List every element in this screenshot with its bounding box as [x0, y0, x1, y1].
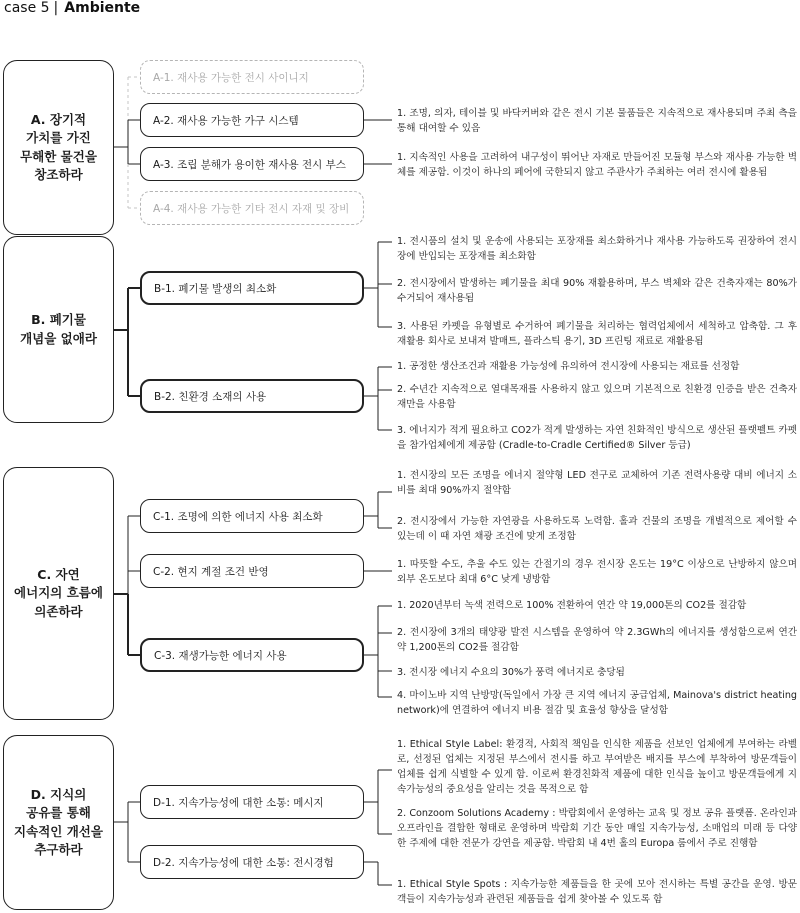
item-b2: B-2. 친환경 소재의 사용 — [140, 379, 364, 413]
item-a2: A-2. 재사용 가능한 가구 시스템 — [140, 103, 364, 137]
desc-d1-2: 2. Conzoom Solutions Academy : 박람회에서 운영하는 교육 및 정보 공유 플랫폼. 온라인과 오프라인을 결합한 형태로 운영하며 박람회 기간 동안 매일 지속가능성, 소매업의 미래 등 다양한 주제에 대한 전문가 강연을 제공함. 박람회 내 4번 홀의 Europa 룸에서 주로 진행함 — [397, 808, 797, 849]
item-a3: A-3. 조립 분해가 용이한 재사용 전시 부스 — [140, 147, 364, 181]
case-label: case 5 — [4, 0, 50, 16]
desc-b2-3: 3. 에너지가 적게 필요하고 CO2가 적게 발생하는 자연 친화적인 방식으로 생산된 플랫펠트 카펫을 참가업체에게 제공함 (Cradle-to-Cradle Certified® Silver 등급) — [397, 425, 797, 451]
item-c1: C-1. 조명에 의한 에너지 사용 최소화 — [140, 499, 364, 533]
item-a4: A-4. 재사용 가능한 기타 전시 자재 및 장비 — [140, 191, 364, 225]
desc-b1-3: 3. 사용된 카펫을 유형별로 수거하여 폐기물을 처리하는 협력업체에서 세척하고 압축함. 그 후 재활용 회사로 보내져 발매트, 플라스틱 용기, 3D 프린팅 재료로 재활용됨 — [397, 321, 797, 347]
desc-b2-1: 1. 공정한 생산조건과 재활용 가능성에 유의하여 전시장에 사용되는 재료를 선정함 — [397, 361, 740, 372]
desc-a3-1: 1. 지속적인 사용을 고려하여 내구성이 뛰어난 자재로 만들어진 모듈형 부스와 재사용 가능한 벽체를 제공함. 이것이 하나의 페어에 국한되지 않고 주관사가 주최하는 여러 전시에 활용됨 — [397, 152, 797, 178]
desc-c3-1: 1. 2020년부터 녹색 전력으로 100% 전환하여 연간 약 19,000톤의 CO2를 절감함 — [397, 600, 747, 611]
item-d1: D-1. 지속가능성에 대한 소통: 메시지 — [140, 785, 364, 819]
desc-c3-4: 4. 마이노바 지역 난방망(독일에서 가장 큰 지역 에너지 공급업체, Mainova's district heating network)에 연결하여 에너지 비용 절감 및 효율성 향상을 달성함 — [397, 690, 797, 716]
desc-b2-2: 2. 수년간 지속적으로 열대목재를 사용하지 않고 있으며 기본적으로 친환경 인증을 받은 건축자재만을 사용함 — [397, 384, 797, 410]
item-c2: C-2. 현지 계절 조건 반영 — [140, 554, 364, 588]
item-d2: D-2. 지속가능성에 대한 소통: 전시경험 — [140, 845, 364, 879]
item-b1: B-1. 폐기물 발생의 최소화 — [140, 271, 364, 305]
desc-c1-1: 1. 전시장의 모든 조명을 에너지 절약형 LED 전구로 교체하여 기존 전력사용량 대비 에너지 소비를 최대 90%까지 절약함 — [397, 470, 797, 496]
item-c3: C-3. 재생가능한 에너지 사용 — [140, 638, 364, 672]
desc-c2-1: 1. 따뜻할 수도, 추울 수도 있는 간절기의 경우 전시장 온도는 19°C 이상으로 난방하지 않으며 외부 온도보다 최대 6°C 낮게 냉방함 — [397, 559, 797, 585]
category-b-box: B. 폐기물 개념을 없애라 — [3, 236, 114, 423]
desc-b1-1: 1. 전시품의 설치 및 운송에 사용되는 포장재를 최소화하거나 재사용 가능하도록 권장하여 전시장에 반입되는 포장재를 최소화함 — [397, 236, 797, 262]
desc-b1-2: 2. 전시장에서 발생하는 폐기물을 최대 90% 재활용하며, 부스 벽체와 같은 건축자재는 80%가 수거되어 재사용됨 — [397, 278, 797, 304]
category-d-box: D. 지식의 공유를 통해 지속적인 개선을 추구하라 — [3, 735, 114, 910]
desc-c3-3: 3. 전시장 에너지 수요의 30%가 풍력 에너지로 충당됨 — [397, 667, 625, 678]
desc-c1-2: 2. 전시장에서 가능한 자연광을 사용하도록 노력함. 홀과 건물의 조명을 개별적으로 제어할 수 있는데 이 때 자연 채광 조건에 맞게 조정함 — [397, 516, 797, 542]
desc-c3-2: 2. 전시장에 3개의 태양광 발전 시스템을 운영하여 약 2.3GWh의 에너지를 생성함으로써 연간 약 1,200톤의 CO2를 절감함 — [397, 627, 797, 653]
desc-d1-1: 1. Ethical Style Label: 환경적, 사회적 책임을 인식한 제품을 선보인 업체에게 부여하는 라벨로, 선정된 업체는 지정된 부스에서 전시를 하고 부여받은 배지를 부스에 부착하여 방문객들이 업체를 쉽게 식별할 수 있게 함. 이로써 환경친화적 제품에 대한 인식을 높이고 방문객들에게 지속가능성의 중요성을 알리는 것을 목적으로 함 — [397, 739, 797, 795]
header-divider: | — [53, 0, 59, 16]
desc-d2-1: 1. Ethical Style Spots : 지속가능한 제품들을 한 곳에 모아 전시하는 특별 공간을 운영. 방문객들이 지속가능성과 관련된 제품들을 쉽게 찾아볼 수 있도록 함 — [397, 879, 797, 905]
category-c-box: C. 자연 에너지의 흐름에 의존하라 — [3, 467, 114, 720]
desc-a2-1: 1. 조명, 의자, 테이블 및 바닥커버와 같은 전시 기본 물품들은 지속적으로 재사용되며 주최 측을 통해 대여할 수 있음 — [397, 108, 797, 134]
category-a-box: A. 장기적 가치를 가진 무해한 물건을 창조하라 — [3, 60, 114, 235]
case-title: Ambiente — [64, 0, 141, 16]
item-a1: A-1. 재사용 가능한 전시 사이니지 — [140, 60, 364, 94]
